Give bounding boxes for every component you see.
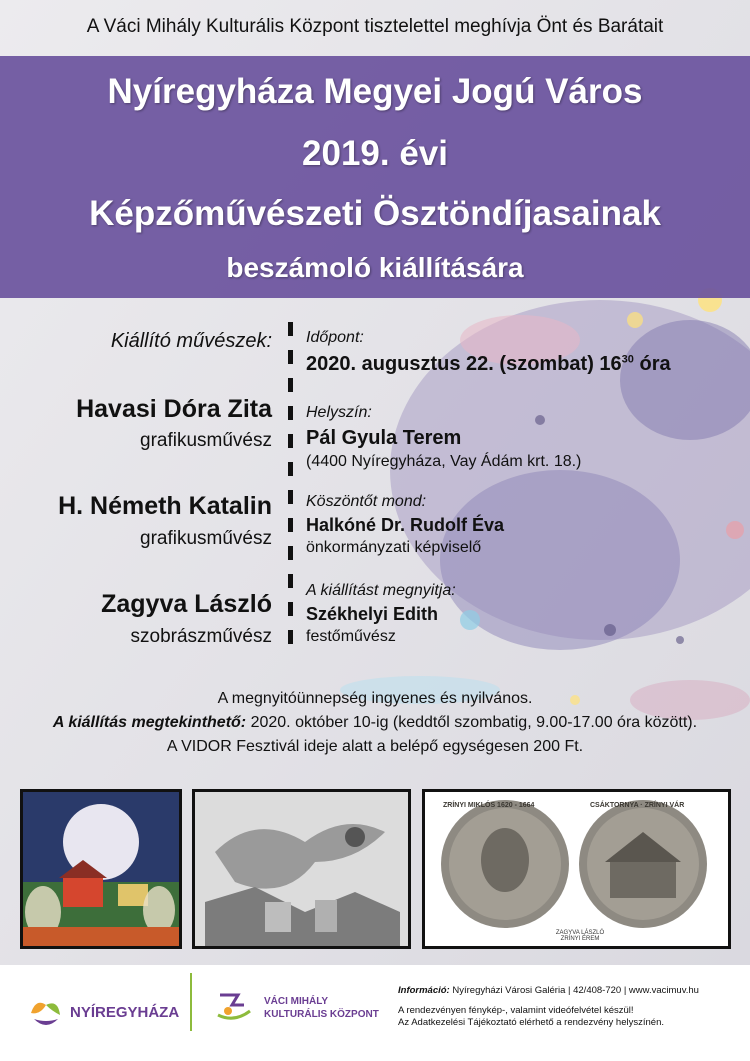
- footer-notice-2: Az Adatkezelési Tájékoztató elérhető a rendezvény helyszínén.: [398, 1017, 664, 1028]
- opening-role: festőművész: [306, 628, 396, 645]
- artist-name: H. Németh Katalin: [58, 492, 272, 520]
- title-banner: [0, 56, 750, 298]
- venue-address: (4400 Nyíregyháza, Vay Ádám krt. 18.): [306, 453, 582, 470]
- banner-line-4: beszámoló kiállítására: [226, 252, 524, 283]
- time-date: 2020. augusztus 22. (szombat) 16: [306, 353, 622, 375]
- column-divider: [288, 322, 293, 652]
- vmkk-logo-icon: [214, 987, 254, 1027]
- time-value: [306, 353, 671, 376]
- opening-label: A kiállítást megnyitja:: [306, 582, 456, 599]
- banner-line-1: Nyíregyháza Megyei Jogú Város: [107, 72, 643, 111]
- invitation-line: A Váci Mihály Kulturális Központ tisztelettel meghívja Önt és Barátait: [86, 16, 664, 37]
- artist-name: Havasi Dóra Zita: [76, 395, 272, 423]
- medal-image: [425, 792, 728, 946]
- nyiregyhaza-logo-icon: [26, 993, 66, 1033]
- exhibitors-label: Kiállító művészek:: [110, 330, 272, 352]
- vmkk-logo-text: [264, 995, 379, 1021]
- artist-role: szobrászművész: [130, 626, 272, 647]
- footer: [0, 965, 750, 1061]
- footer-divider: [190, 973, 192, 1031]
- painting-photo: [20, 789, 182, 949]
- notes-line-2-label: A kiállítás megtekinthető:: [52, 714, 247, 731]
- notes-line-2-text: 2020. október 10-ig (keddtől szombatig, 9.00-17.00 óra között).: [246, 714, 698, 731]
- venue-name: Pál Gyula Terem: [306, 427, 462, 449]
- footer-info: [398, 985, 743, 996]
- greeting-name: Halkóné Dr. Rudolf Éva: [306, 515, 505, 535]
- time-minutes: 30: [621, 353, 634, 366]
- banner-line-2: 2019. évi: [302, 134, 448, 173]
- nyiregyhaza-logo-text: NYÍREGYHÁZA: [70, 1004, 180, 1021]
- medal-photo: [422, 789, 731, 949]
- vmkk-logo-line-1: VÁCI MIHÁLY: [264, 996, 329, 1007]
- artist-role: grafikusművész: [140, 430, 272, 451]
- medal-right-inscription: CSÁKTORNYA · ZRÍNYI VÁR: [590, 802, 685, 809]
- footer-info-text: Nyíregyházi Városi Galéria | 42/408-720 | www.vacimuv.hu: [449, 985, 699, 996]
- medal-left-inscription: ZRÍNYI MIKLÓS 1620 - 1664: [443, 802, 535, 809]
- greeting-label: Köszöntőt mond:: [306, 493, 427, 510]
- opening-name: Székhelyi Edith: [306, 604, 439, 624]
- painting-image: [23, 792, 179, 946]
- notes-line-2: [0, 714, 750, 732]
- graphic-photo: [192, 789, 411, 949]
- notes-line-3: A VIDOR Fesztivál ideje alatt a belépő egységesen 200 Ft.: [166, 738, 584, 755]
- notes-line-1: A megnyitóünnepség ingyenes és nyilvános.: [217, 690, 533, 707]
- artist-name: Zagyva László: [101, 590, 272, 618]
- graphic-image: [195, 792, 408, 946]
- time-suffix: óra: [633, 353, 671, 375]
- medal-caption-line-1: ZAGYVA LÁSZLÓ: [555, 930, 605, 936]
- footer-notice-1: A rendezvényen fénykép-, valamint videófelvétel készül!: [398, 1005, 634, 1016]
- vmkk-logo: [214, 987, 394, 1031]
- time-label: Időpont:: [306, 329, 364, 346]
- greeting-role: önkormányzati képviselő: [306, 539, 482, 556]
- medal-caption-line-2: ZRÍNYI ÉREM: [560, 936, 600, 942]
- nyiregyhaza-logo: [26, 991, 186, 1035]
- medal-caption: [555, 930, 605, 942]
- banner-line-3: Képzőművészeti Ösztöndíjasainak: [89, 194, 661, 233]
- vmkk-logo-line-2: KULTURÁLIS KÖZPONT: [264, 1009, 379, 1020]
- footer-info-label: Információ:: [398, 985, 450, 996]
- venue-label: Helyszín:: [306, 404, 372, 421]
- artist-role: grafikusművész: [140, 528, 272, 549]
